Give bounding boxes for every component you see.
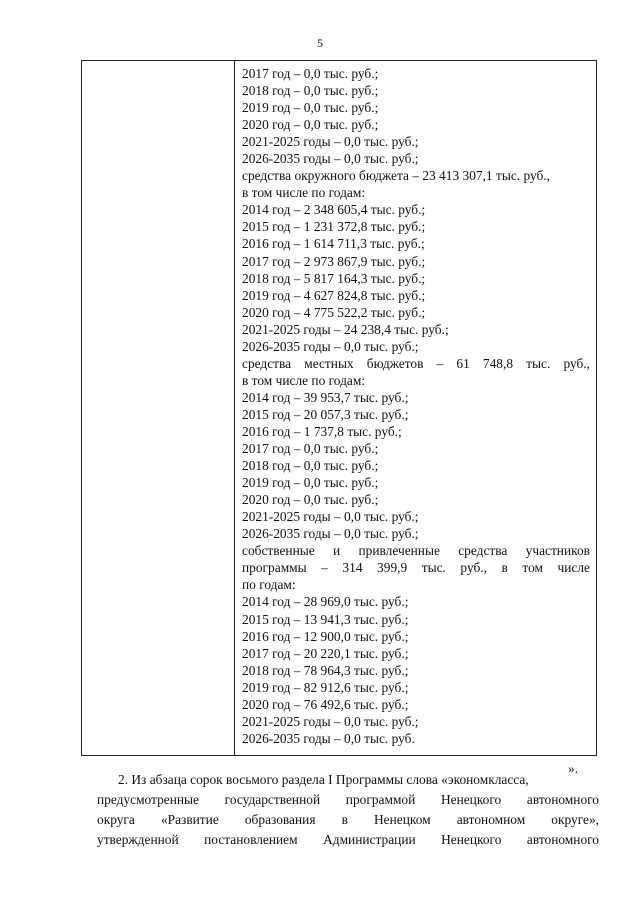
table-line: 2019 год – 0,0 тыс. руб.; bbox=[242, 475, 379, 491]
table-line: 2026-2035 годы – 0,0 тыс. руб. bbox=[242, 730, 415, 746]
table-line: 2017 год – 0,0 тыс. руб.; bbox=[242, 441, 379, 457]
table-line: 2018 год – 5 817 164,3 тыс. руб.; bbox=[242, 270, 426, 286]
paragraph-line: 2. Из абзаца сорок восьмого раздела I Программы слова «экономкласса, bbox=[118, 772, 529, 787]
table-line: 2019 год – 0,0 тыс. руб.; bbox=[242, 100, 379, 116]
table-line: 2015 год – 20 057,3 тыс. руб.; bbox=[242, 406, 409, 422]
table-line: 2020 год – 0,0 тыс. руб.; bbox=[242, 492, 379, 508]
table-line: 2017 год – 2 973 867,9 тыс. руб.; bbox=[242, 253, 426, 269]
table-line: 2020 год – 0,0 тыс. руб.; bbox=[242, 117, 379, 133]
table-line: 2015 год – 13 941,3 тыс. руб.; bbox=[242, 611, 409, 627]
table-line: 2017 год – 0,0 тыс. руб.; bbox=[242, 66, 379, 81]
table-line: 2018 год – 0,0 тыс. руб.; bbox=[242, 83, 379, 99]
table-left-cell bbox=[82, 61, 235, 755]
table-line: 2020 год – 4 775 522,2 тыс. руб.; bbox=[242, 304, 426, 320]
table-line: 2014 год – 39 953,7 тыс. руб.; bbox=[242, 389, 409, 405]
page-number: 5 bbox=[317, 36, 323, 50]
body-paragraph bbox=[97, 770, 599, 850]
table-line: в том числе по годам: bbox=[242, 372, 366, 388]
table-line: 2019 год – 4 627 824,8 тыс. руб.; bbox=[242, 287, 426, 303]
table-line: собственные и привлеченные средства участников bbox=[242, 543, 590, 559]
table-line: 2021-2025 годы – 24 238,4 тыс. руб.; bbox=[242, 321, 449, 337]
table-line: в том числе по годам: bbox=[242, 185, 366, 201]
table-line: 2026-2035 годы – 0,0 тыс. руб.; bbox=[242, 338, 419, 354]
table-line: 2021-2025 годы – 0,0 тыс. руб.; bbox=[242, 713, 419, 729]
paragraph-line: предусмотренные государственной программой Ненецкого автономного bbox=[97, 792, 599, 807]
table-line: по годам: bbox=[242, 577, 296, 593]
paragraph-line: утвержденной постановлением Администрации Ненецкого автономного bbox=[97, 832, 599, 847]
paragraph-line: округа «Развитие образования в Ненецком автономном округе», bbox=[97, 812, 599, 827]
table-line: 2016 год – 12 900,0 тыс. руб.; bbox=[242, 628, 409, 644]
table-line: 2026-2035 годы – 0,0 тыс. руб.; bbox=[242, 526, 419, 542]
closing-quote: ». bbox=[568, 761, 579, 776]
table-line: 2021-2025 годы – 0,0 тыс. руб.; bbox=[242, 509, 419, 525]
table-line: 2018 год – 0,0 тыс. руб.; bbox=[242, 458, 379, 474]
table-line: 2020 год – 76 492,6 тыс. руб.; bbox=[242, 696, 409, 712]
table-line: 2015 год – 1 231 372,8 тыс. руб.; bbox=[242, 219, 426, 235]
table-line: 2026-2035 годы – 0,0 тыс. руб.; bbox=[242, 151, 419, 167]
table-line: 2017 год – 20 220,1 тыс. руб.; bbox=[242, 645, 409, 661]
table-right-cell bbox=[235, 61, 596, 755]
table-line: 2016 год – 1 614 711,3 тыс. руб.; bbox=[242, 236, 425, 252]
table-line: 2014 год – 28 969,0 тыс. руб.; bbox=[242, 594, 409, 610]
table-line: программы – 314 399,9 тыс. руб., в том числе bbox=[242, 560, 590, 576]
table-line: 2018 год – 78 964,3 тыс. руб.; bbox=[242, 662, 409, 678]
table-line: 2014 год – 2 348 605,4 тыс. руб.; bbox=[242, 202, 426, 218]
table-line: средства местных бюджетов – 61 748,8 тыс. руб., bbox=[242, 355, 590, 371]
table-line: 2021-2025 годы – 0,0 тыс. руб.; bbox=[242, 134, 419, 150]
program-table bbox=[81, 60, 597, 756]
table-line: 2019 год – 82 912,6 тыс. руб.; bbox=[242, 679, 409, 695]
table-line: 2016 год – 1 737,8 тыс. руб.; bbox=[242, 423, 402, 439]
table-line: средства окружного бюджета – 23 413 307,1 тыс. руб., bbox=[242, 168, 551, 184]
